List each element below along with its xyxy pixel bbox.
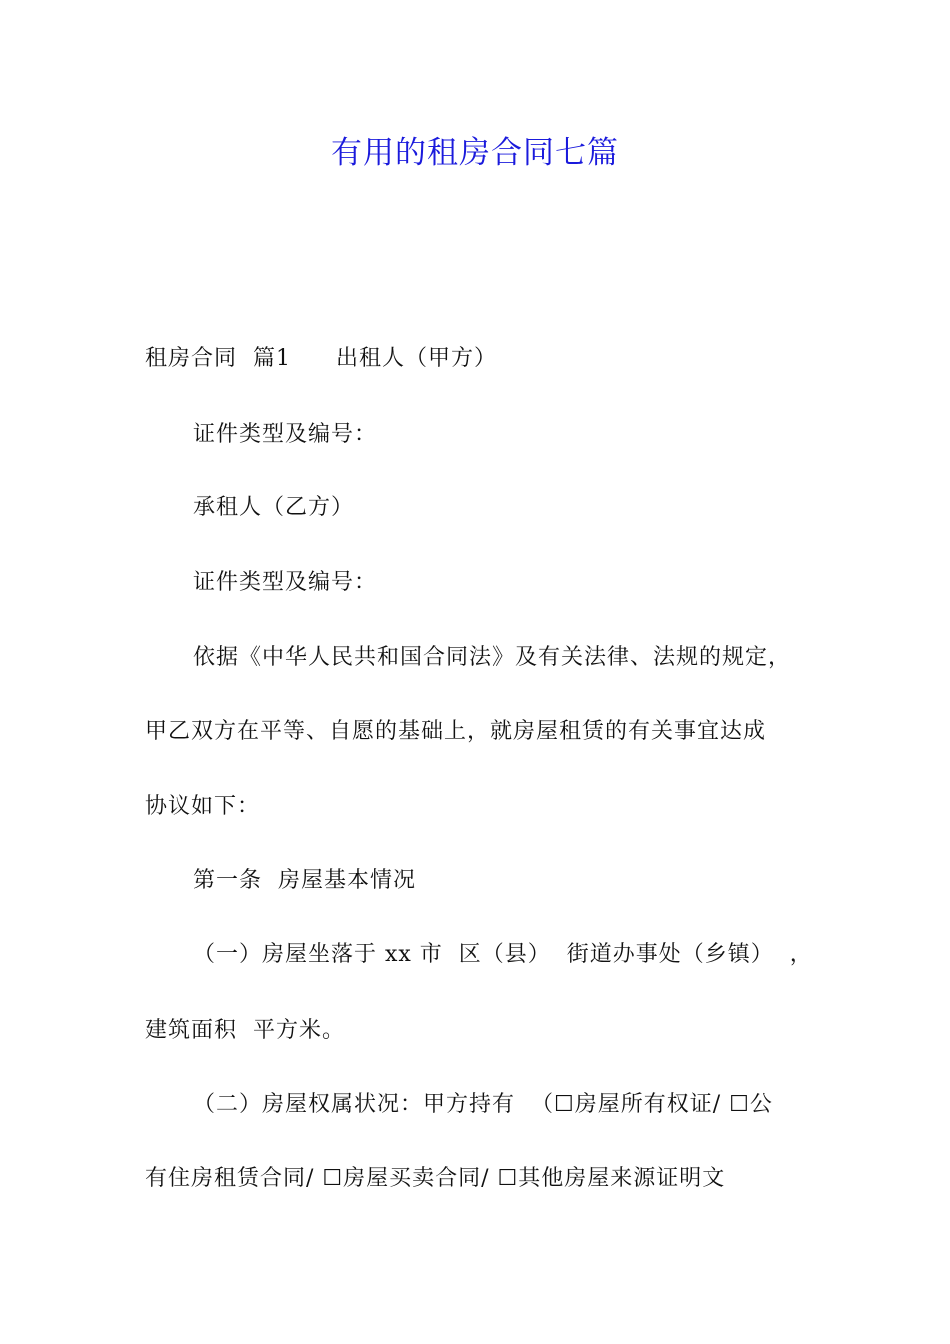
paragraph-line: （二）房屋权属状况：甲方持有 （☐房屋所有权证/ ☐公 <box>193 1092 773 1117</box>
lessor-label: 出租人（甲方） <box>335 346 497 371</box>
paragraph-line: （一）房屋坐落于 xx 市 区（县） 街道办事处（乡镇） ， <box>193 942 813 967</box>
paragraph-line: 依据《中华人民共和国合同法》及有关法律、法规的规定， <box>193 645 792 670</box>
section-label: 租房合同 篇1 <box>145 346 291 371</box>
article-heading: 第一条 房屋基本情况 <box>193 868 416 893</box>
paragraph-line: 有住房租赁合同/ ☐房屋买卖合同/ ☐其他房屋来源证明文 <box>145 1166 726 1191</box>
lessee-id-line: 证件类型及编号： <box>193 570 378 595</box>
lessee-line: 承租人（乙方） <box>193 495 355 520</box>
paragraph-line: 甲乙双方在平等、自愿的基础上，就房屋租赁的有关事宜达成 <box>145 719 767 744</box>
paragraph-line: 协议如下： <box>145 794 261 819</box>
paragraph-line: 建筑面积 平方米。 <box>145 1018 345 1043</box>
section-heading-line <box>145 343 497 375</box>
document-title: 有用的租房合同七篇 <box>331 135 619 171</box>
lessor-id-line: 证件类型及编号： <box>193 422 378 447</box>
